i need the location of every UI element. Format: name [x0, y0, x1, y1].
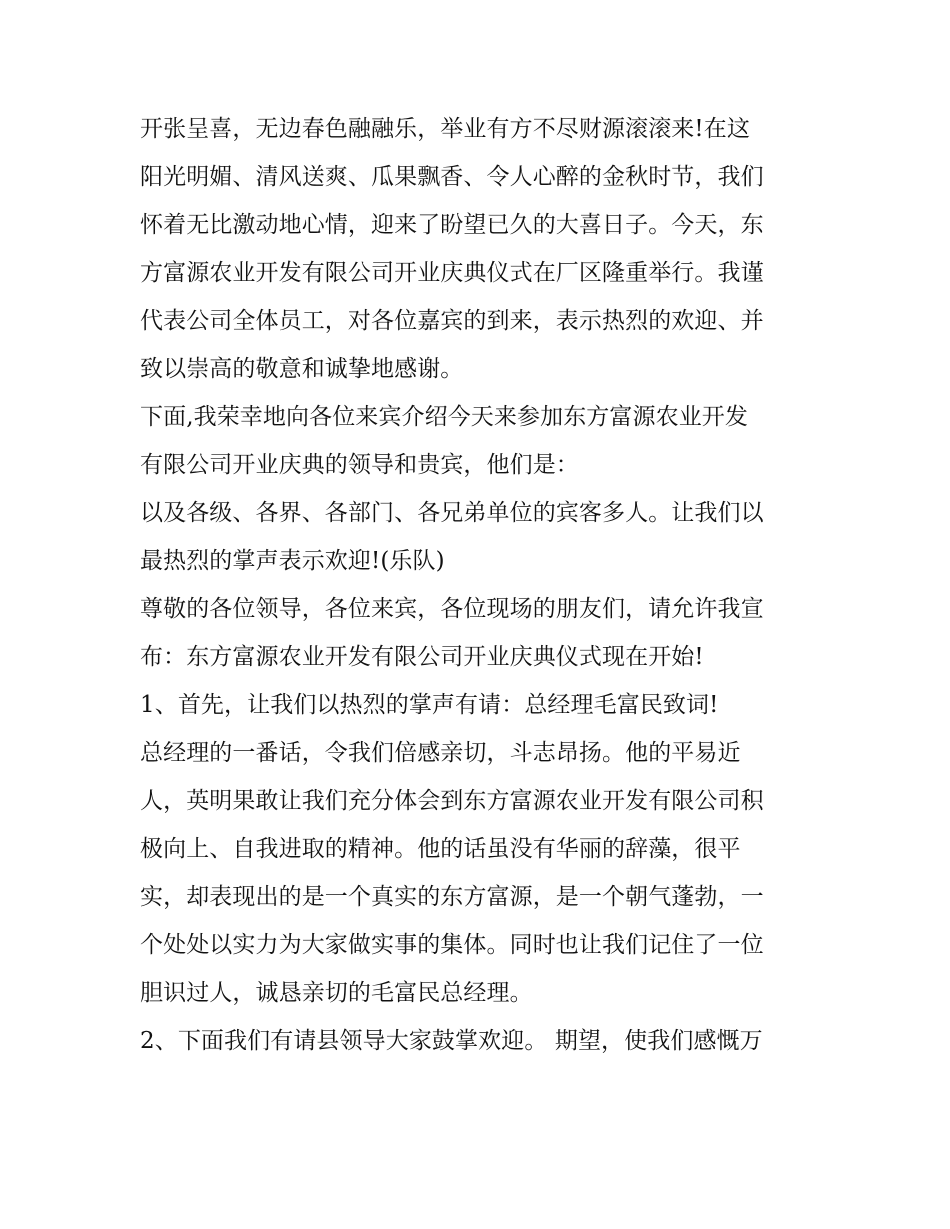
text-line: 总经理的一番话，令我们倍感亲切，斗志昂扬。他的平易近	[140, 740, 741, 766]
text-line: 1、首先，让我们以热烈的掌声有请：总经理毛富民致词!	[140, 692, 719, 718]
text-line: 方富源农业开发有限公司开业庆典仪式在厂区隆重举行。我谨	[140, 260, 764, 286]
text-line: 致以崇高的敬意和诚挚地感谢。	[140, 356, 464, 382]
text-line: 有限公司开业庆典的领导和贵宾，他们是：	[140, 452, 579, 478]
text-line: 以及各级、各界、各部门、各兄弟单位的宾客多人。让我们以	[140, 500, 764, 526]
text-line: 代表公司全体员工，对各位嘉宾的到来，表示热烈的欢迎、并	[140, 308, 764, 334]
text-line: 胆识过人，诚恳亲切的毛富民总经理。	[140, 980, 533, 1006]
text-line: 阳光明媚、清风送爽、瓜果飘香、令人心醉的金秋时节，我们	[140, 164, 764, 190]
text-line: 下面,我荣幸地向各位来宾介绍今天来参加东方富源农业开发	[140, 404, 749, 430]
text-line: 布：东方富源农业开发有限公司开业庆典仪式现在开始!	[140, 644, 704, 670]
text-line: 怀着无比激动地心情，迎来了盼望已久的大喜日子。今天，东	[140, 212, 764, 238]
text-line: 人，英明果敢让我们充分体会到东方富源农业开发有限公司积	[140, 788, 764, 814]
text-line: 开张呈喜，无边春色融融乐，举业有方不尽财源滚滚来!在这	[140, 116, 750, 142]
text-line: 实，却表现出的是一个真实的东方富源，是一个朝气蓬勃，一	[140, 884, 764, 910]
text-line: 最热烈的掌声表示欢迎!(乐队)	[140, 548, 445, 574]
text-line: 2、下面我们有请县领导大家鼓掌欢迎。 期望，使我们感慨万	[140, 1028, 763, 1054]
text-line: 极向上、自我进取的精神。他的话虽没有华丽的辞藻，很平	[140, 836, 741, 862]
text-line: 尊敬的各位领导，各位来宾，各位现场的朋友们，请允许我宣	[140, 596, 764, 622]
text-line: 个处处以实力为大家做实事的集体。同时也让我们记住了一位	[140, 932, 764, 958]
